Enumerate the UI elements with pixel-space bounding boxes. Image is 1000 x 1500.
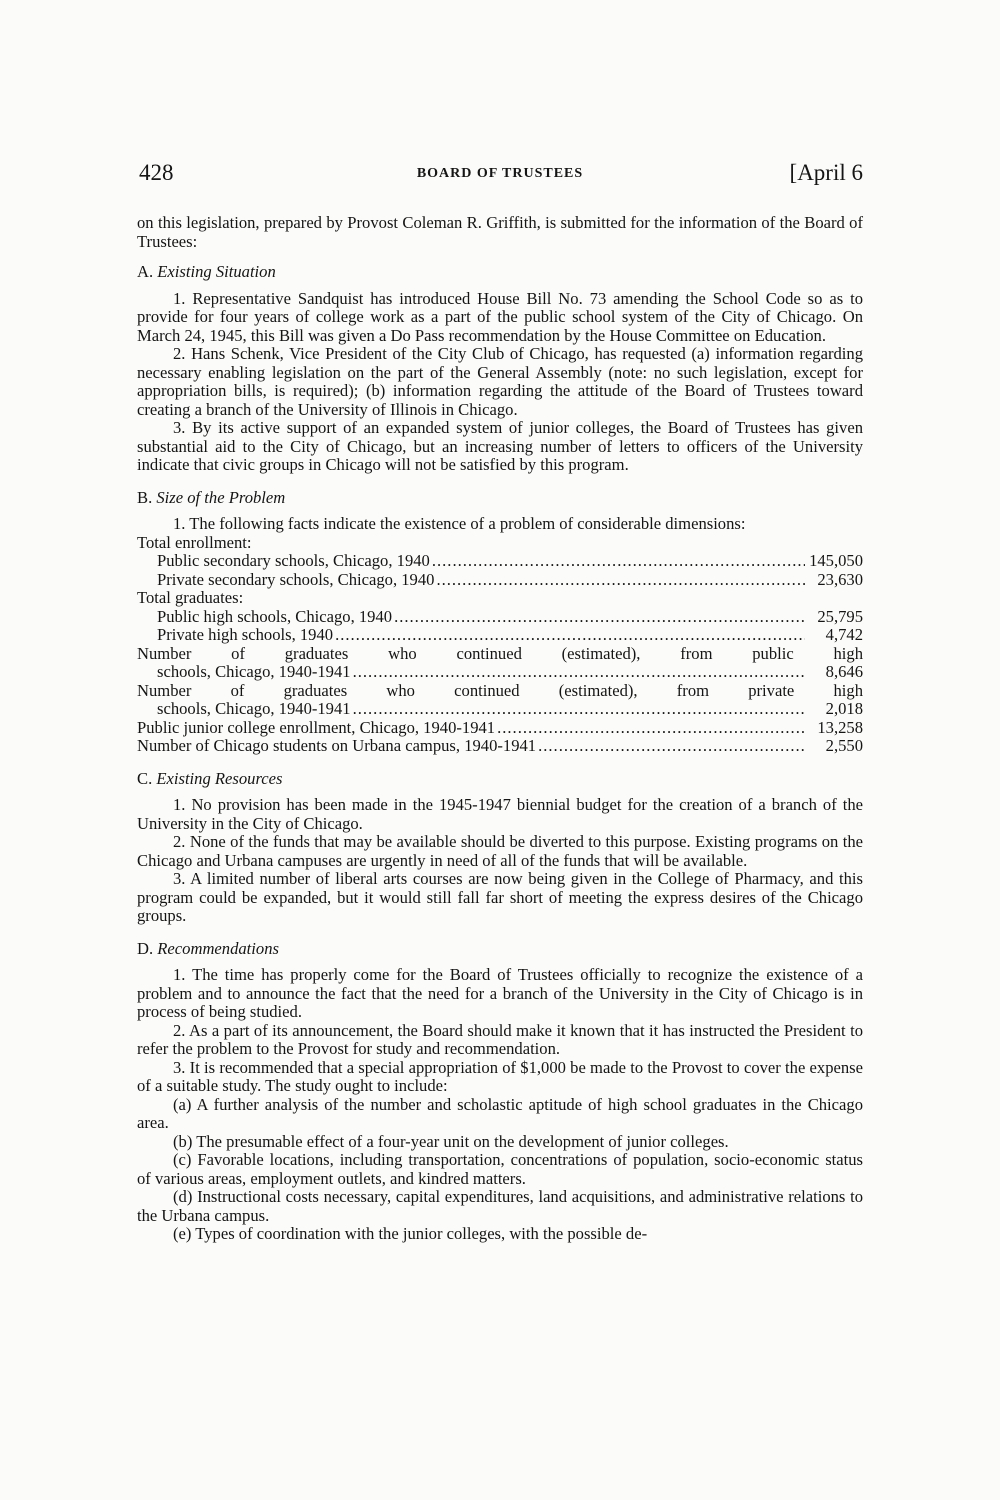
leader-dots <box>394 608 805 627</box>
section-a-item-1: 1. Representative Sandquist has introduced House Bill No. 73 amending the School Code so as to provide for four years of college work as a part of the public school system of the City of Chicago. On March 24, 1945, this Bill was given a Do Pass recommendation by the House Committee on Education. <box>137 288 863 345</box>
section-a-item-3: 3. By its active support of an expanded system of junior colleges, the Board of Trustees has given substantial aid to the City of Chicago, but an increasing number of letters to officers of the University indicate that civic groups in Chicago will not be satisfied by this program. <box>137 418 863 474</box>
total-enrollment-label: Total enrollment: <box>137 532 252 552</box>
section-d-subitem-b: (b) The presumable effect of a four-year unit on the development of junior colleges. <box>173 1131 729 1151</box>
section-c-heading <box>137 770 863 789</box>
section-b-letter: B. <box>137 487 153 507</box>
table-row <box>137 737 863 756</box>
section-d-subitem-d: (d) Instructional costs necessary, capital expenditures, land acquisitions, and administrative relations to the Urbana campus. <box>137 1187 863 1225</box>
row-label: Public secondary schools, Chicago, 1940 <box>157 551 430 570</box>
row-label-line2: schools, Chicago, 1940-1941 <box>157 699 351 718</box>
row-value: 145,050 <box>809 551 863 570</box>
section-b-heading <box>137 489 863 508</box>
intro-paragraph: on this legislation, prepared by Provost Coleman R. Griffith, is submitted for the information of the Board of Trustees: <box>137 213 863 251</box>
row-label-line1: Number of graduates who continued (estimated), from private high <box>137 680 863 700</box>
table-row <box>137 552 863 571</box>
running-title: BOARD OF TRUSTEES <box>416 166 584 181</box>
row-label: Public junior college enrollment, Chicago, 1940-1941 <box>137 717 496 737</box>
table-row <box>137 682 863 719</box>
section-c-item-1: 1. No provision has been made in the 1945-1947 biennial budget for the creation of a branch of the University in the City of Chicago. <box>137 795 863 833</box>
table-row <box>137 608 863 627</box>
row-label-line2: schools, Chicago, 1940-1941 <box>157 662 351 681</box>
section-d-subitem-e: (e) Types of coordination with the junior colleges, with the possible de- <box>173 1224 648 1243</box>
row-value: 23,630 <box>817 569 863 589</box>
section-d-item-3: 3. It is recommended that a special appropriation of $1,000 be made to the Provost to cover the expense of a suitable study. The study ought to include: <box>137 1057 863 1095</box>
leader-dots <box>353 663 805 682</box>
section-c-item-2: 2. None of the funds that may be available should be diverted to this purpose. Existing programs on the Chicago and Urbana campuses are urgently in need of all of the funds that will be available. <box>137 832 863 870</box>
row-value: 2,018 <box>825 699 863 718</box>
section-c-title: Existing Resources <box>156 768 283 788</box>
leader-dots <box>436 571 805 590</box>
section-d-subitem-c: (c) Favorable locations, including transportation, concentrations of population, socio-economic status of various areas, employment outlets, and kindred matters. <box>137 1150 863 1188</box>
section-b-title: Size of the Problem <box>156 487 286 507</box>
leader-dots <box>335 626 805 645</box>
section-c-item-3: 3. A limited number of liberal arts courses are now being given in the College of Pharmacy, and this program could be expanded, but it would still fall far short of meeting the express desires of the Chicago groups. <box>137 869 863 925</box>
table-row <box>137 645 863 682</box>
row-label: Private secondary schools, Chicago, 1940 <box>157 569 435 589</box>
section-d-title: Recommendations <box>157 938 279 958</box>
total-graduates-label: Total graduates: <box>137 588 244 607</box>
section-d-item-2: 2. As a part of its announcement, the Board should make it known that it has instructed the President to refer the problem to the Provost for study and recommendation. <box>137 1020 863 1058</box>
table-row <box>137 719 863 738</box>
section-d-subitem-a: (a) A further analysis of the number and scholastic aptitude of high school graduates in the Chicago area. <box>137 1094 863 1132</box>
row-label: Number of Chicago students on Urbana campus, 1940-1941 <box>137 736 537 755</box>
page-number: 428 <box>139 160 174 185</box>
section-d-item-1: 1. The time has properly come for the Board of Trustees officially to recognize the existence of a problem and to announce the fact that the need for a branch of the University in the City of Chicago is in process of being studied. <box>137 965 863 1021</box>
section-b-intro: 1. The following facts indicate the existence of a problem of considerable dimensions: <box>173 514 746 533</box>
section-a-item-2: 2. Hans Schenk, Vice President of the City Club of Chicago, has requested (a) information regarding necessary enabling legislation on the part of the General Assembly (note: no such legislation, except for appropriation bills, is required); (b) information regarding the attitude of the Board of Trustees toward creating a branch of the University of Illinois in Chicago. <box>137 344 863 419</box>
section-a-heading <box>137 263 863 282</box>
section-d-letter: D. <box>137 938 154 958</box>
leader-dots <box>497 719 805 738</box>
section-c-letter: C. <box>137 768 153 788</box>
table-row <box>137 626 863 645</box>
section-d-heading <box>137 940 863 959</box>
row-value: 2,550 <box>825 736 863 755</box>
leader-dots <box>353 700 805 719</box>
row-label: Private high schools, 1940 <box>157 625 334 644</box>
row-value: 8,646 <box>825 662 863 681</box>
row-value: 13,258 <box>817 717 863 737</box>
page-header <box>137 158 863 190</box>
section-a-letter: A. <box>137 262 154 281</box>
row-value: 4,742 <box>825 625 863 644</box>
row-continuation <box>137 700 863 719</box>
leader-dots <box>432 552 805 571</box>
leader-dots <box>538 737 805 756</box>
row-value: 25,795 <box>817 606 863 626</box>
row-continuation <box>137 663 863 682</box>
page-body <box>137 214 863 1244</box>
section-a-title: Existing Situation <box>157 262 276 281</box>
header-date: [April 6 <box>789 160 863 185</box>
row-label-line1: Number of graduates who continued (estimated), from public high <box>137 643 863 663</box>
statistics-table <box>137 534 863 756</box>
row-label: Public high schools, Chicago, 1940 <box>157 606 393 626</box>
table-row <box>137 571 863 590</box>
